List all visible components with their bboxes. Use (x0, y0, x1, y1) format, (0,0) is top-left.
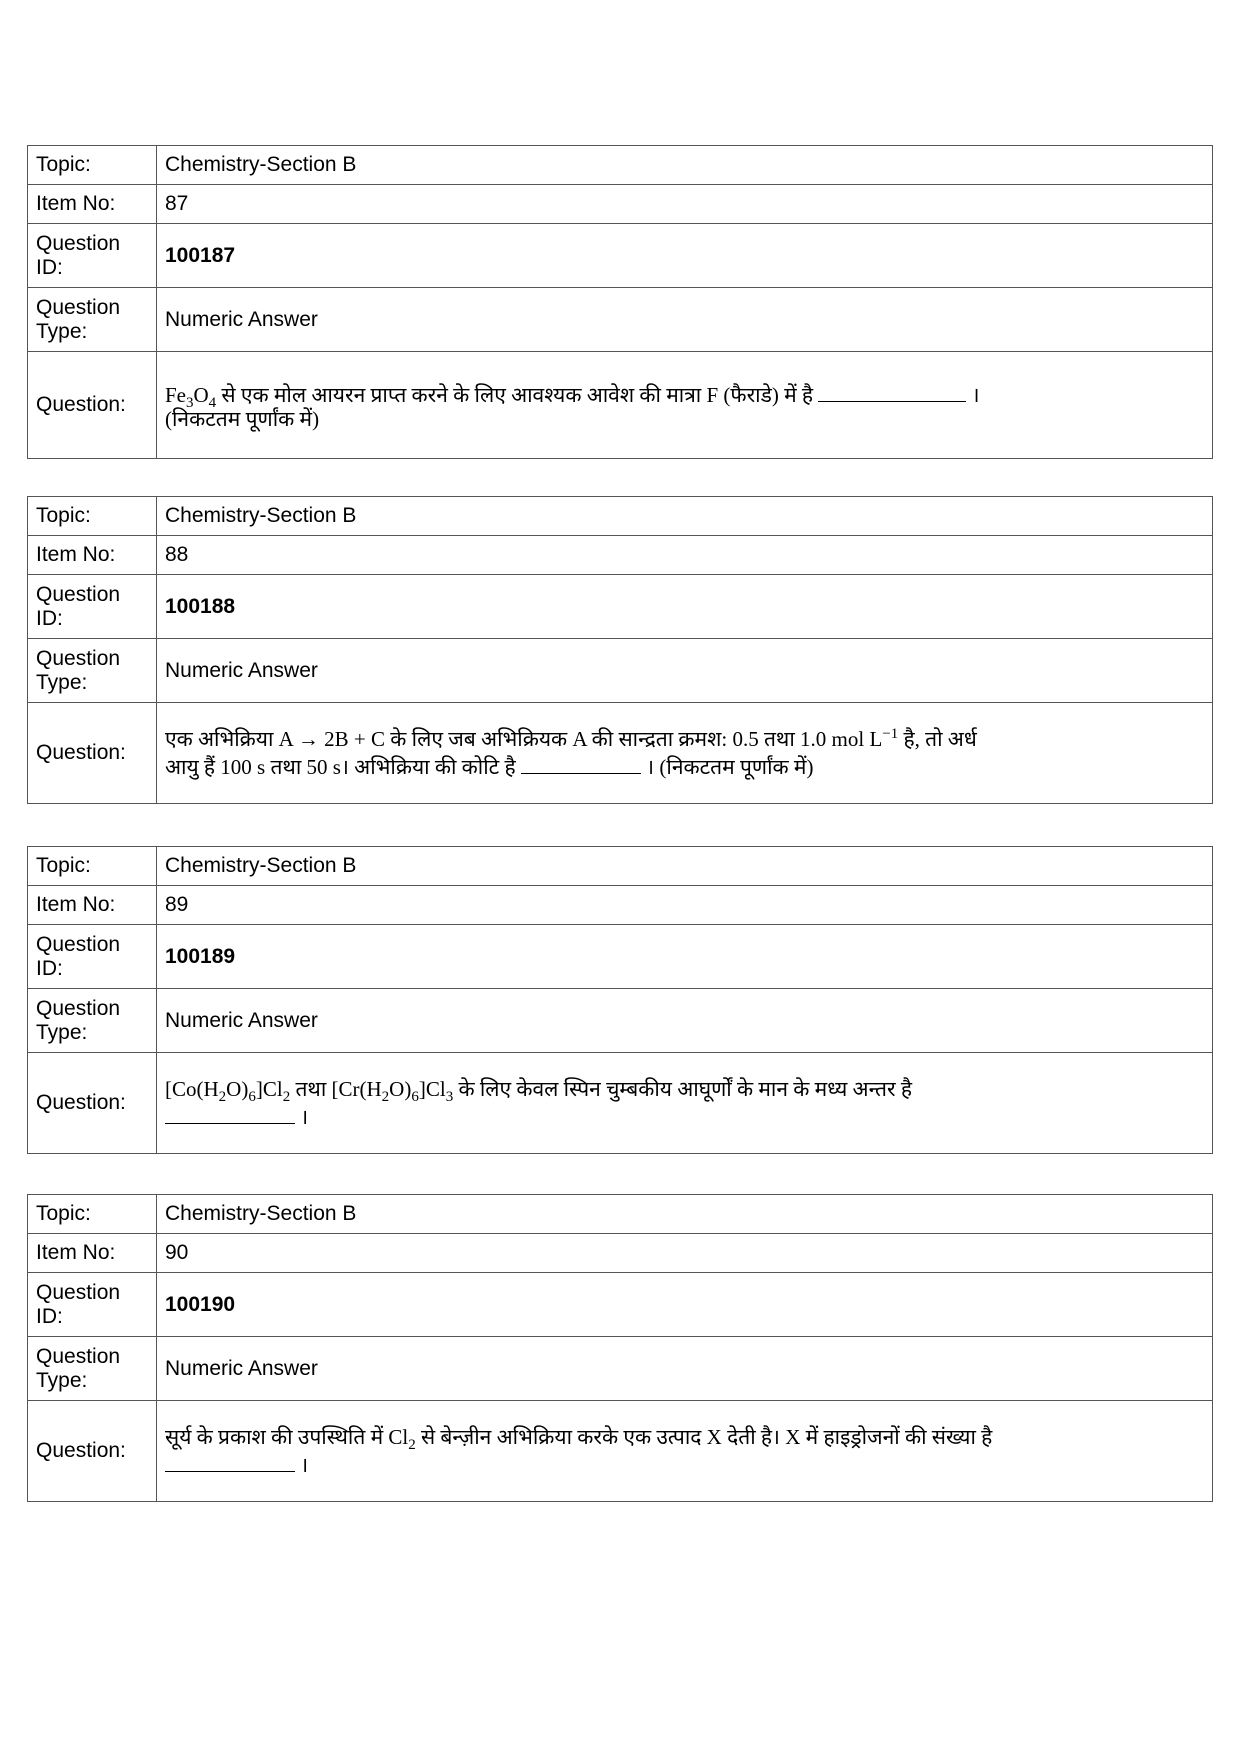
question-type-value: Numeric Answer (157, 1337, 1213, 1401)
question-id-label: Question ID: (28, 575, 157, 639)
question-id-label: Question ID: (28, 925, 157, 989)
question-id-value: 100190 (157, 1273, 1213, 1337)
item-no-value: 88 (157, 536, 1213, 575)
answer-blank (165, 1449, 295, 1472)
item-no-label: Item No: (28, 886, 157, 925)
topic-label: Topic: (28, 1195, 157, 1234)
item-no-label: Item No: (28, 1234, 157, 1273)
question-id-value: 100188 (157, 575, 1213, 639)
question-text: $[Co(H_2O)_6]Cl_2$ तथा $[Cr(H_2O)_6]Cl_3$ के लिए केवल स्पिन चुम्बकीय आघूर्णों के मान के मध्य अन्तर है । (157, 1053, 1213, 1154)
question-table-90 (27, 1194, 1213, 1502)
topic-value: Chemistry-Section B (157, 847, 1213, 886)
item-no-value: 87 (157, 185, 1213, 224)
topic-label: Topic: (28, 146, 157, 185)
question-type-value: Numeric Answer (157, 288, 1213, 352)
question-type-label: Question Type: (28, 1337, 157, 1401)
topic-value: Chemistry-Section B (157, 497, 1213, 536)
answer-blank (818, 379, 966, 402)
topic-label: Topic: (28, 497, 157, 536)
answer-blank (165, 1101, 295, 1124)
item-no-label: Item No: (28, 536, 157, 575)
question-id-label: Question ID: (28, 1273, 157, 1337)
question-table-88 (27, 496, 1213, 804)
question-table-87 (27, 145, 1213, 459)
item-no-label: Item No: (28, 185, 157, 224)
question-id-value: 100189 (157, 925, 1213, 989)
item-no-value: 90 (157, 1234, 1213, 1273)
question-label: Question: (28, 703, 157, 804)
question-table-89 (27, 846, 1213, 1154)
item-no-value: 89 (157, 886, 1213, 925)
topic-value: Chemistry-Section B (157, 1195, 1213, 1234)
answer-blank (521, 751, 641, 774)
question-type-value: Numeric Answer (157, 639, 1213, 703)
question-label: Question: (28, 352, 157, 459)
question-text: सूर्य के प्रकाश की उपस्थिति में $Cl_2$ से बेन्ज़ीन अभिक्रिया करके एक उत्पाद X देती है। X में हाइड्रोजनों की संख्या है । (157, 1401, 1213, 1502)
topic-value: Chemistry-Section B (157, 146, 1213, 185)
question-type-label: Question Type: (28, 989, 157, 1053)
question-id-label: Question ID: (28, 224, 157, 288)
question-label: Question: (28, 1053, 157, 1154)
question-type-label: Question Type: (28, 288, 157, 352)
question-label: Question: (28, 1401, 157, 1502)
question-text: एक अभिक्रिया A → 2B + C के लिए जब अभिक्रियक A की सान्द्रता क्रमश: 0.5 तथा 1.0 mol $L^{-1}$ है, तो अर्ध आयु हैं 100 s तथा 50 s। अभिक्रिया की कोटि है । (निकटतम पूर्णांक में) (157, 703, 1213, 804)
question-text: $Fe_3O_4$ से एक मोल आयरन प्राप्त करने के लिए आवश्यक आवेश की मात्रा F (फैराडे) में है । (निकटतम पूर्णांक में) (157, 352, 1213, 459)
question-type-value: Numeric Answer (157, 989, 1213, 1053)
question-id-value: 100187 (157, 224, 1213, 288)
topic-label: Topic: (28, 847, 157, 886)
question-type-label: Question Type: (28, 639, 157, 703)
